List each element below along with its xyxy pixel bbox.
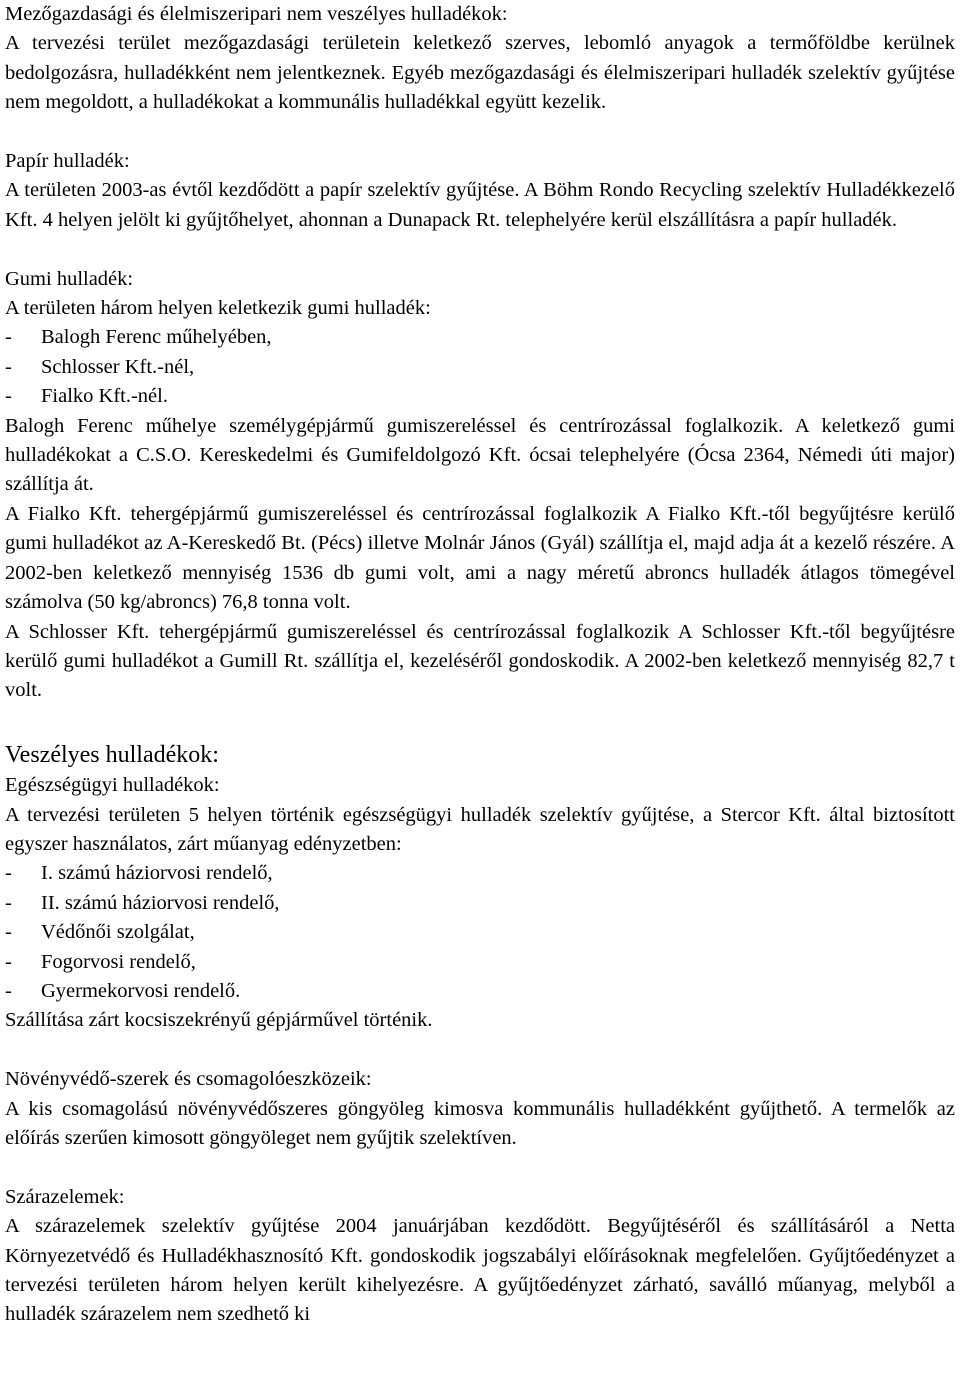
- list-item-text: Balogh Ferenc műhelyében,: [41, 326, 272, 349]
- list-item-text: Fogorvosi rendelő,: [41, 950, 196, 973]
- heading-hazardous-waste: Veszélyes hulladékok:: [5, 742, 219, 769]
- spacer: [5, 235, 955, 264]
- heading-pesticide: Növényvédő-szerek és csomagolóeszközeik:: [5, 1068, 372, 1091]
- spacer: [5, 706, 955, 735]
- paragraph-tyre-intro: A területen három helyen keletkezik gumi hulladék:: [5, 297, 431, 320]
- heading-battery: Szárazelemek:: [5, 1185, 125, 1208]
- spacer: [5, 1036, 955, 1065]
- document-page: [5, 0, 955, 1330]
- paragraph-balogh: Balogh Ferenc műhelye személygépjármű gumiszereléssel és centrírozással foglalkozik. A keletkező gumi hulladékokat a C.S.O. Kereskedelmi és Gumifeldolgozó Kft. ócsai telephelyére (Ócsa 2364, Némedi úti major) szállítja át.: [5, 414, 955, 496]
- paragraph-battery: A szárazelemek szelektív gyűjtése 2004 januárjában kezdődött. Begyűjtéséről és szállításáról a Netta Környezetvédő és Hulladékhasznosító Kft. gondoskodik jogszabályi előírásoknak megfelelően. Gyűjtőedényzet a tervezési területen három helyen került kihelyezésre. A gyűjtőedényzet zárható, saválló műanyag, melyből a hulladék szárazelem nem szedhető ki: [5, 1215, 955, 1326]
- list-item: [5, 323, 955, 352]
- paragraph-pesticide: A kis csomagolású növényvédőszeres göngyöleg kimosva kommunális hulladékként gyűjthető. A termelők az előírás szerűen kimosott göngyöleget nem gyűjtik szelektíven.: [5, 1097, 955, 1149]
- heading-agri-waste: Mezőgazdasági és élelmiszeripari nem veszélyes hulladékok:: [5, 3, 508, 25]
- list-item: [5, 859, 955, 888]
- list-item-text: II. számú háziorvosi rendelő,: [41, 891, 280, 914]
- list-item-text: I. számú háziorvosi rendelő,: [41, 862, 273, 885]
- bullet-marker: -: [5, 385, 12, 408]
- paragraph-paper-waste: A területen 2003-as évtől kezdődött a papír szelektív gyűjtése. A Böhm Rondo Recycling szelektív Hulladékkezelő Kft. 4 helyen jelölt ki gyűjtőhelyet, ahonnan a Dunapack Rt. telephelyére kerül elszállításra a papír hulladék.: [5, 179, 955, 231]
- paragraph-health-intro: A tervezési területen 5 helyen történik egészségügyi hulladék szelektív gyűjtése, a Stercor Kft. által biztosított egyszer használatos, zárt műanyag edényzetben:: [5, 803, 955, 855]
- paragraph-agri-waste: A tervezési terület mezőgazdasági területein keletkező szerves, lebomló anyagok a termőföldbe kerülnek bedolgozásra, hulladékként nem jelentkeznek. Egyéb mezőgazdasági és élelmiszeripari hulladék szelektív gyűjtése nem megoldott, a hulladékokat a kommunális hulladékkal együtt kezelik.: [5, 32, 955, 114]
- list-item-text: Fialko Kft.-nél.: [41, 385, 168, 408]
- bullet-marker: -: [5, 862, 12, 885]
- list-item-text: Gyermekorvosi rendelő.: [41, 979, 241, 1002]
- list-item: [5, 948, 955, 977]
- paragraph-health-outro: Szállítása zárt kocsiszekrényű gépjárművel történik.: [5, 1009, 433, 1032]
- list-item: [5, 918, 955, 947]
- bullet-marker: -: [5, 921, 12, 944]
- spacer: [5, 1153, 955, 1182]
- list-item: [5, 382, 955, 411]
- list-item-text: Schlosser Kft.-nél,: [41, 355, 195, 378]
- spacer: [5, 118, 955, 147]
- bullet-marker: -: [5, 326, 12, 349]
- list-item: [5, 977, 955, 1006]
- bullet-marker: -: [5, 355, 12, 378]
- heading-health-waste: Egészségügyi hulladékok:: [5, 774, 220, 797]
- paragraph-fialko: A Fialko Kft. tehergépjármű gumiszereléssel és centrírozással foglalkozik A Fialko Kft.-től begyűjtésre kerülő gumi hulladékot az A-Kereskedő Bt. (Pécs) illetve Molnár János (Gyál) szállítja el, majd adja át a kezelő részére. A 2002-ben keletkező mennyiség 1536 db gumi volt, ami a nagy méretű abroncs hulladék átlagos tömegével számolva (50 kg/abroncs) 76,8 tonna volt.: [5, 502, 955, 614]
- bullet-marker: -: [5, 891, 12, 914]
- bullet-marker: -: [5, 950, 12, 973]
- list-item: [5, 353, 955, 382]
- bullet-marker: -: [5, 979, 12, 1002]
- heading-paper-waste: Papír hulladék:: [5, 150, 130, 173]
- list-item-text: Védőnői szolgálat,: [41, 921, 195, 944]
- list-item: [5, 889, 955, 918]
- heading-tyre-waste: Gumi hulladék:: [5, 267, 134, 290]
- paragraph-schlosser: A Schlosser Kft. tehergépjármű gumiszereléssel és centrírozással foglalkozik A Schlosser Kft.-től begyűjtésre kerülő gumi hulladékot a Gumill Rt. szállítja el, kezeléséről gondoskodik. A 2002-ben keletkező mennyiség 82,7 t volt.: [5, 620, 955, 702]
